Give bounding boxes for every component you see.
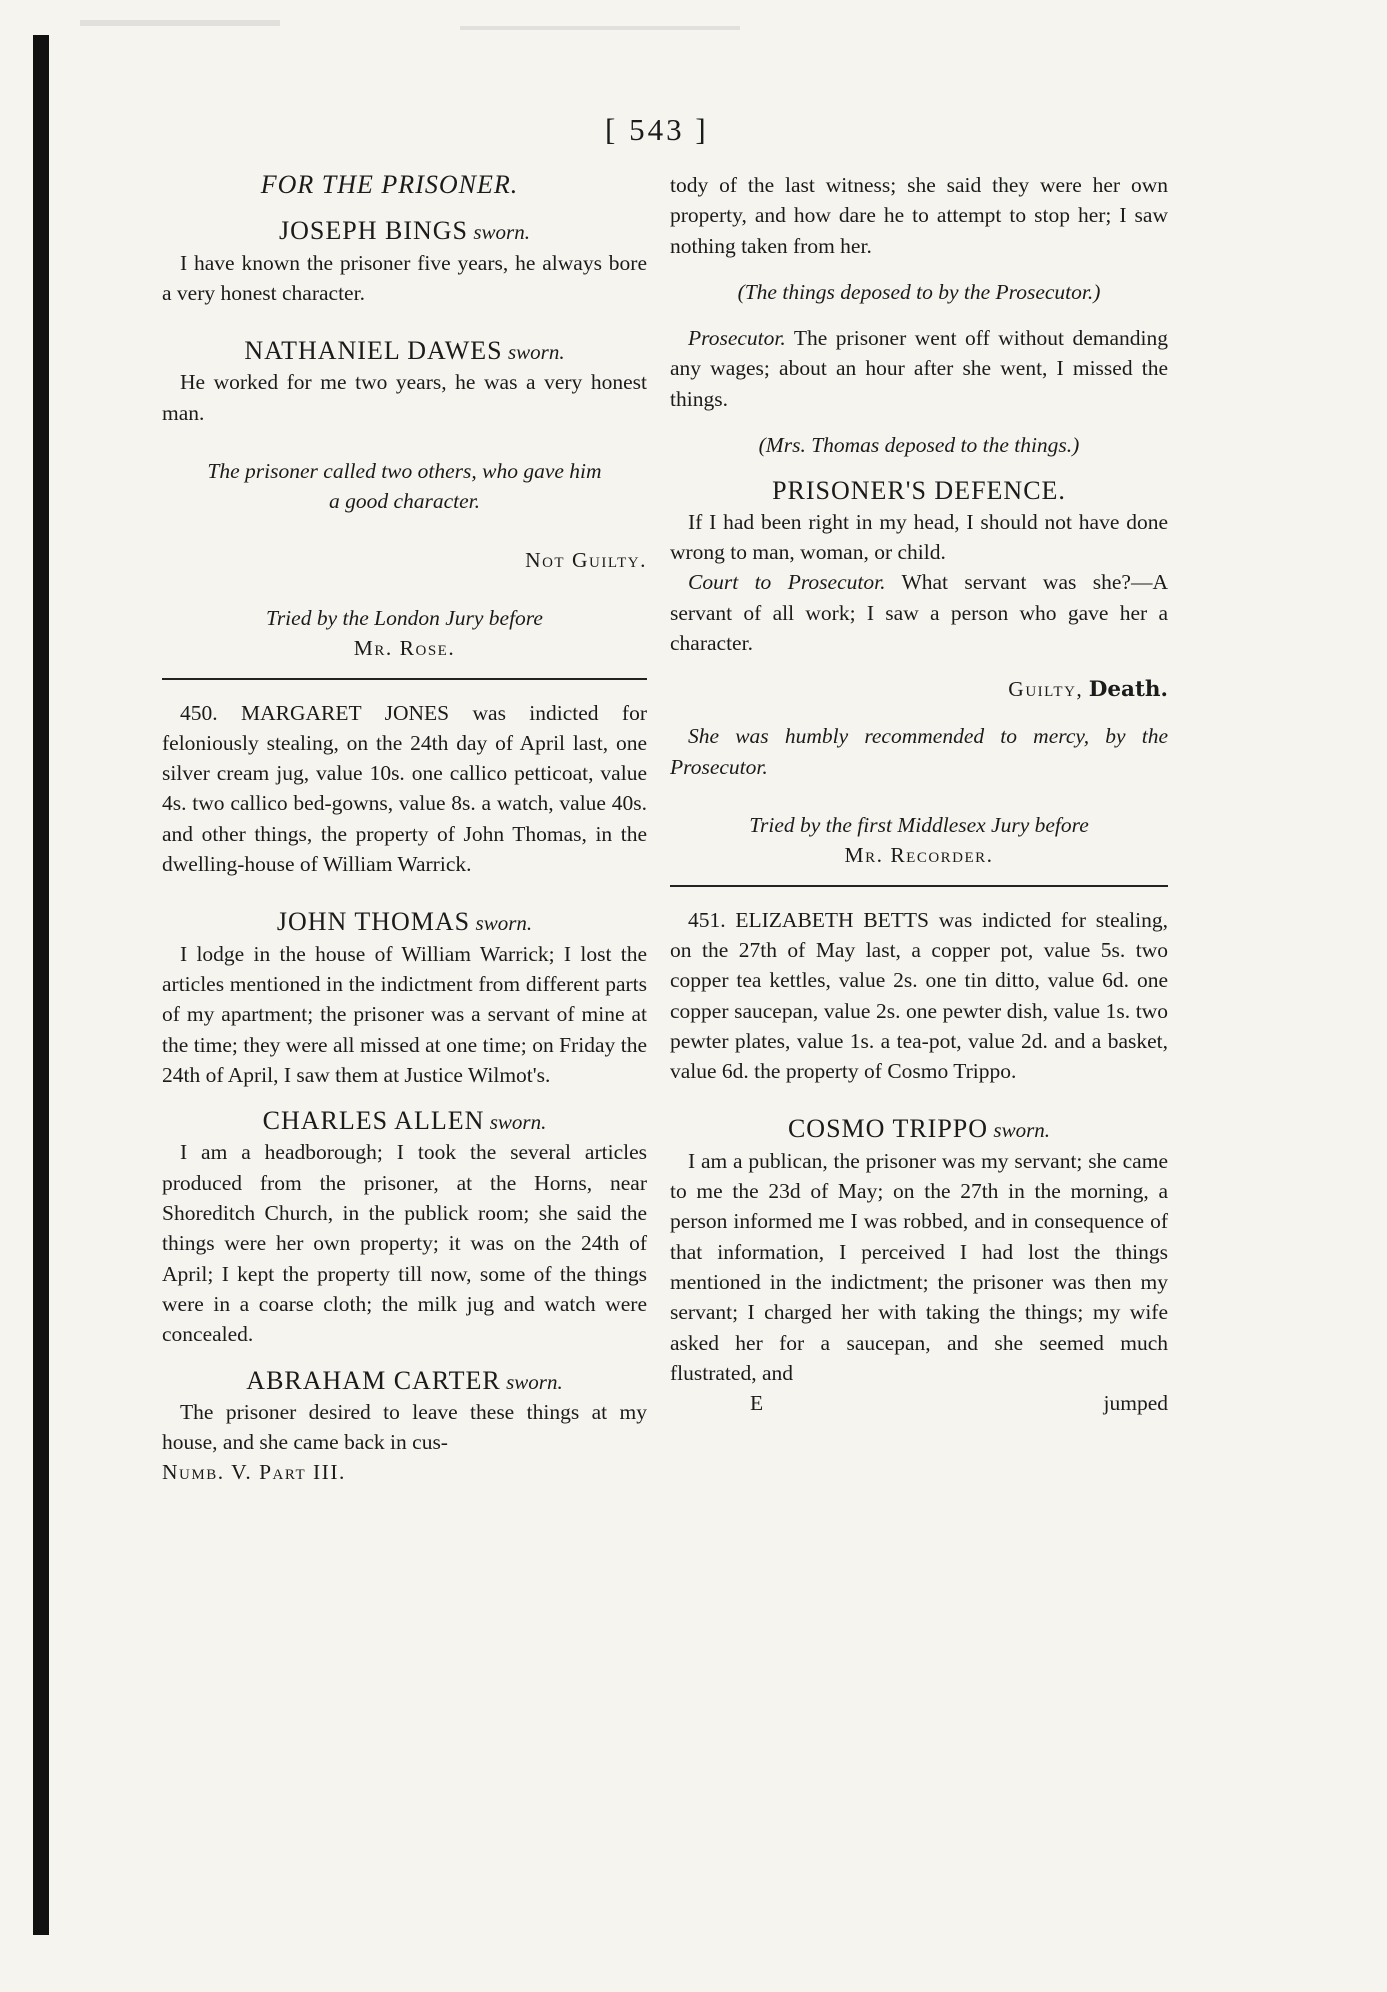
witness-heading [162,1366,647,1397]
catchword: jumped [1103,1391,1168,1416]
witness-name: JOHN THOMAS [276,907,471,937]
footer-line [670,1388,1168,1418]
page-number: [ 543 ] [605,112,709,147]
tried-judge: Mr. Recorder. [844,843,994,868]
verdict-word: Guilty, [1008,677,1084,702]
prosecutor-text: The prisoner went off without demanding any wages; about an hour after she went, I missed the things. [670,326,1168,411]
sworn-label: sworn. [475,911,533,936]
sworn-label: sworn. [507,340,565,365]
top-smudge [80,20,280,26]
signature-mark: Numb. V. Part III. [162,1460,346,1485]
case-450-indictment: 450. MARGARET JONES was indicted for feloniously stealing, on the 24th day of April last, one silver cream jug, value 10s. one callico petticoat, value 4s. two callico bed-gowns, value 8s. a watch, value 40s. and other things, the property of John Thomas, in the dwelling-house of William Warrick. [162,700,647,877]
witness-heading [670,1114,1168,1145]
sworn-label: sworn. [993,1118,1051,1143]
left-column [162,170,647,1488]
right-column [670,170,1168,1418]
section-rule [162,678,647,680]
witness-name: CHARLES ALLEN [262,1106,485,1136]
testimony: I am a headborough; I took the several articles produced from the prisoner, at the Horns, near Shoreditch Church, in the publick room; she said the things were her own property; it was on the 24th of April; I kept the property till now, some of the things were in a coarse cloth; the milk jug and watch were concealed. [162,1140,647,1347]
prosecutor-label: Prosecutor. [688,326,786,351]
witness-heading [162,216,647,247]
verdict [670,674,1168,705]
testimony: He worked for me two years, he was a very honest man. [162,370,647,425]
deposition-note: (Mrs. Thomas deposed to the things.) [758,433,1080,458]
case-451-indictment: 451. ELIZABETH BETTS was indicted for stealing, on the 27th of May last, a copper pot, value 5s. two copper tea kettles, value 2s. one tin ditto, value 6d. one copper saucepan, value 2s. one pewter dish, value 1s. two pewter plates, value 1s. a tea-pot, value 2d. and a basket, value 6d. the property of Cosmo Trippo. [670,907,1168,1084]
testimony: I lodge in the house of William Warrick; I lost the articles mentioned in the indictment from different parts of my apartment; the prisoner was a servant of mine at the time; they were all missed at one time; on Friday the 24th of April, I saw them at Justice Wilmot's. [162,941,647,1087]
defence-text: If I had been right in my head, I should not have done wrong to man, woman, or child. [670,509,1168,564]
court-label: Court to Prosecutor. [688,570,886,595]
witness-heading [162,907,647,938]
mercy-note: She was humbly recommended to mercy, by the Prosecutor. [670,724,1168,779]
sworn-label: sworn. [489,1110,547,1135]
section-rule [670,885,1168,887]
testimony: I have known the prisoner five years, he always bore a very honest character. [162,250,647,305]
witness-name: JOSEPH BINGS [279,216,468,246]
court-exchange [670,567,1168,658]
testimony: I am a publican, the prisoner was my servant; she came to me the 23d of May; on the 27th in the morning, a person informed me I was robbed, and in consequence of that information, I perceived I had lost the things mentioned in the indictment; the prisoner was then my servant; I charged her with taking the things; my wife asked her for a saucepan, and she seemed much flustrated, and [670,1148,1168,1385]
deposition-note: (The things deposed to by the Prosecutor.) [737,279,1101,304]
book-binding-edge [33,35,49,1935]
for-prisoner-heading: FOR THE PRISONER. [260,170,519,199]
defence-heading: PRISONER'S DEFENCE. [772,476,1066,506]
verdict: Not Guilty. [525,547,647,572]
witness-heading [162,336,647,367]
sworn-label: sworn. [506,1369,563,1394]
witness-name: NATHANIEL DAWES [244,336,503,366]
top-smudge-2 [460,26,740,30]
court-text: What servant was she?—A servant of all work; I saw a person who gave her a character. [670,570,1168,655]
verdict-death: Death. [1088,677,1168,703]
witness-name: COSMO TRIPPO [787,1114,989,1144]
testimony: The prisoner desired to leave these things at my house, and she came back in cus- [162,1399,647,1455]
character-note: The prisoner called two others, who gave him a good character. [207,459,602,514]
sworn-label: sworn. [473,220,530,245]
tried-judge: Mr. Rose. [353,636,456,661]
witness-heading [162,1106,647,1137]
testimony-continued: tody of the last witness; she said they were her own property, and how dare he to attempt to stop her; I saw nothing taken from her. [670,173,1168,258]
tried-line: Tried by the London Jury before [266,605,543,630]
signature-mark: E [750,1391,764,1416]
tried-line: Tried by the first Middlesex Jury before [749,813,1089,838]
prosecutor-testimony [670,323,1168,414]
witness-name: ABRAHAM CARTER [246,1365,501,1395]
